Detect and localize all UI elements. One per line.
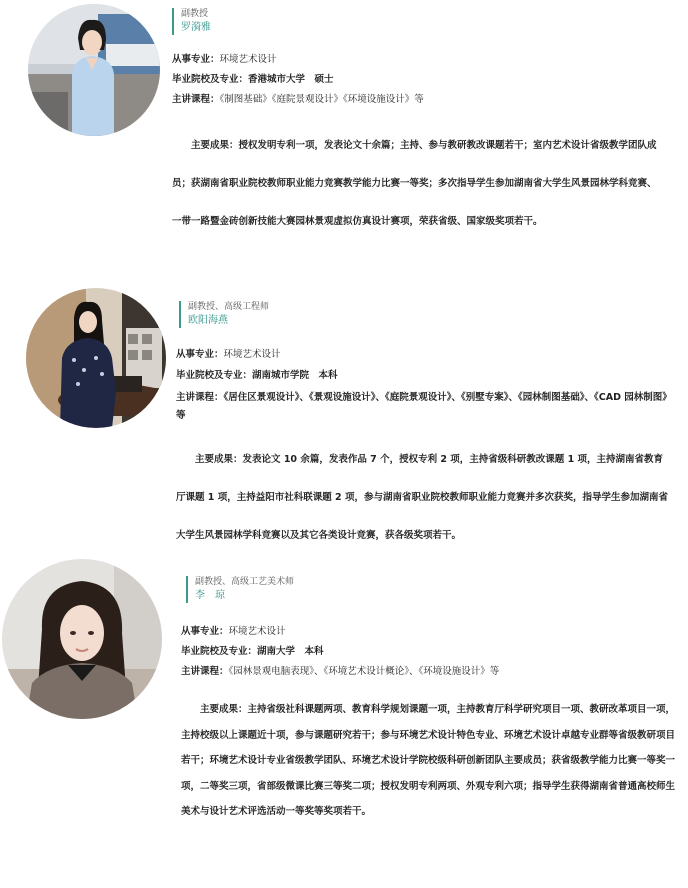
major-label: 从事专业： <box>176 349 224 360</box>
photo-illustration-1 <box>28 4 160 136</box>
courses-value: 《制图基础》《庭院景观设计》《环境设施设计》等 <box>219 94 424 105</box>
profile-title: 副教授 <box>181 9 209 19</box>
school-line <box>181 645 324 659</box>
profile-name: 欧阳海燕 <box>188 315 228 326</box>
achievements <box>172 127 662 241</box>
photo-illustration-3 <box>2 559 162 719</box>
courses-line <box>181 665 499 679</box>
profile-header-1 <box>172 8 211 35</box>
school-label: 毕业院校及专业： <box>172 74 249 85</box>
achievements-text: 授权发明专利一项，发表论文十余篇；主持、参与教研教改课题若干；室内艺术设计省级教学团队成员；获湖南省职业院校教师职业能力竞赛教学能力比赛一等奖；多次指导学生参加湖南省大学生风景园林学科竞赛、一带一路暨金砖创新技能大赛园林景观虚拟仿真设计赛项，荣获省级、国家级奖项若干。 <box>172 140 657 227</box>
courses-line <box>172 93 424 107</box>
major-line <box>181 625 286 639</box>
school-value: 湖南大学 本科 <box>257 646 324 657</box>
school-label: 毕业院校及专业： <box>181 646 258 657</box>
major-line <box>172 53 277 67</box>
profile-photo-2 <box>26 288 166 428</box>
profile-title: 副教授、高级工程师 <box>188 302 270 312</box>
school-value: 湖南城市学院 本科 <box>252 370 338 381</box>
photo-illustration-2 <box>26 288 166 428</box>
major-line <box>176 348 281 362</box>
profile-header-2 <box>179 301 269 328</box>
school-value: 香港城市大学 硕士 <box>248 74 334 85</box>
school-line <box>176 369 338 383</box>
profile-header-3 <box>186 576 294 603</box>
courses-label: 主讲课程： <box>172 94 220 105</box>
achievements-label: 主要成果： <box>200 704 248 715</box>
major-value: 环境艺术设计 <box>223 349 281 360</box>
achievements <box>176 441 668 555</box>
courses-label: 主讲课程： <box>181 666 229 677</box>
major-value: 环境艺术设计 <box>228 626 286 637</box>
achievements-text: 主持省级社科课题两项、教育科学规划课题一项，主持教育厅科学研究项目一项、教研改革项目一项，主持校级以上课题近十项，参与课题研究若干；参与环境艺术设计特色专业、环境艺术设计卓越专业群等省级教研项目若干；环境艺术设计专业省级教学团队、环境艺术设计学院校级科研创新团队主要成员；获省级教学能力比赛一等奖一项，二等奖三项，省部级微课比赛三等奖二项；授权发明专利两项、外观专利六项；指导学生获得湖南省普通高校师生美术与设计艺术评选活动一等奖等奖项若干。 <box>181 704 676 817</box>
school-label: 毕业院校及专业： <box>176 370 253 381</box>
achievements-text: 发表论文 10 余篇，发表作品 7 个，授权专利 2 项，主持省级科研教改课题 1 项，主持湖南省教育厅课题 1 项，主持益阳市社科联课题 2 项，参与湖南省职业院校教师职业能力竞赛并多次获奖，指导学生参加湖南省大学生风景园林学科竞赛以及其它各类设计竞赛，获各级奖项若干。 <box>176 454 668 541</box>
profile-name: 李 琼 <box>195 590 225 601</box>
profile-photo-1 <box>28 4 160 136</box>
profile-photo-3 <box>2 559 162 719</box>
courses-line <box>176 389 668 425</box>
courses-value: 《园林景观电脑表现》、《环境艺术设计概论》、《环境设施设计》等 <box>228 666 500 677</box>
major-label: 从事专业： <box>172 54 220 65</box>
major-value: 环境艺术设计 <box>219 54 277 65</box>
profile-name: 罗漪雅 <box>181 22 211 33</box>
courses-label: 主讲课程： <box>176 392 224 403</box>
achievements-label: 主要成果： <box>191 140 239 151</box>
achievements-label: 主要成果： <box>195 454 243 465</box>
school-line <box>172 73 334 87</box>
courses-value: 《居住区景观设计》、《景观设施设计》、《庭院景观设计》、《别墅专案》、《园林制图基础》、《CAD 园林制图》等 <box>176 392 668 421</box>
major-label: 从事专业： <box>181 626 229 637</box>
profile-title: 副教授、高级工艺美术师 <box>195 577 295 587</box>
achievements <box>181 697 677 825</box>
